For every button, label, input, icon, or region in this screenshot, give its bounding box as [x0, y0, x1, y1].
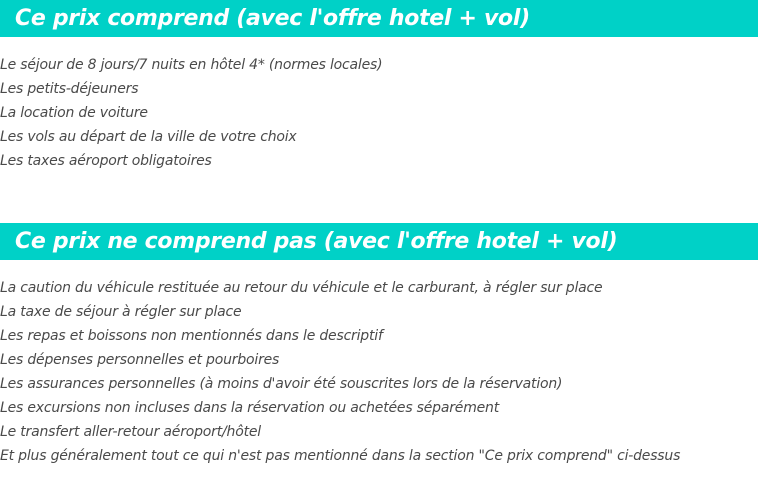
excluded-list: [0, 276, 680, 468]
included-item: Les petits-déjeuners: [0, 81, 139, 97]
included-list: [0, 53, 382, 173]
included-item: Les vols au départ de la ville de votre choix: [0, 129, 297, 145]
excluded-item: Les assurances personnelles (à moins d'avoir été souscrites lors de la réservation): [0, 376, 563, 392]
excluded-item: Les repas et boissons non mentionnés dans le descriptif: [0, 328, 383, 344]
excluded-item: Le transfert aller-retour aéroport/hôtel: [0, 424, 261, 440]
included-item: Les taxes aéroport obligatoires: [0, 153, 212, 169]
included-section-title: Ce prix comprend (avec l'offre hotel + vol): [0, 0, 758, 37]
excluded-item: Et plus généralement tout ce qui n'est pas mentionné dans la section "Ce prix comprend" ci-dessus: [0, 448, 681, 464]
excluded-item: La taxe de séjour à régler sur place: [0, 304, 242, 320]
included-item: Le séjour de 8 jours/7 nuits en hôtel 4* (normes locales): [0, 57, 383, 73]
excluded-item: La caution du véhicule restituée au retour du véhicule et le carburant, à régler sur place: [0, 280, 603, 296]
excluded-item: Les excursions non incluses dans la réservation ou achetées séparément: [0, 400, 500, 416]
excluded-section-title: Ce prix ne comprend pas (avec l'offre hotel + vol): [0, 223, 758, 260]
excluded-item: Les dépenses personnelles et pourboires: [0, 352, 280, 368]
included-item: La location de voiture: [0, 105, 148, 121]
